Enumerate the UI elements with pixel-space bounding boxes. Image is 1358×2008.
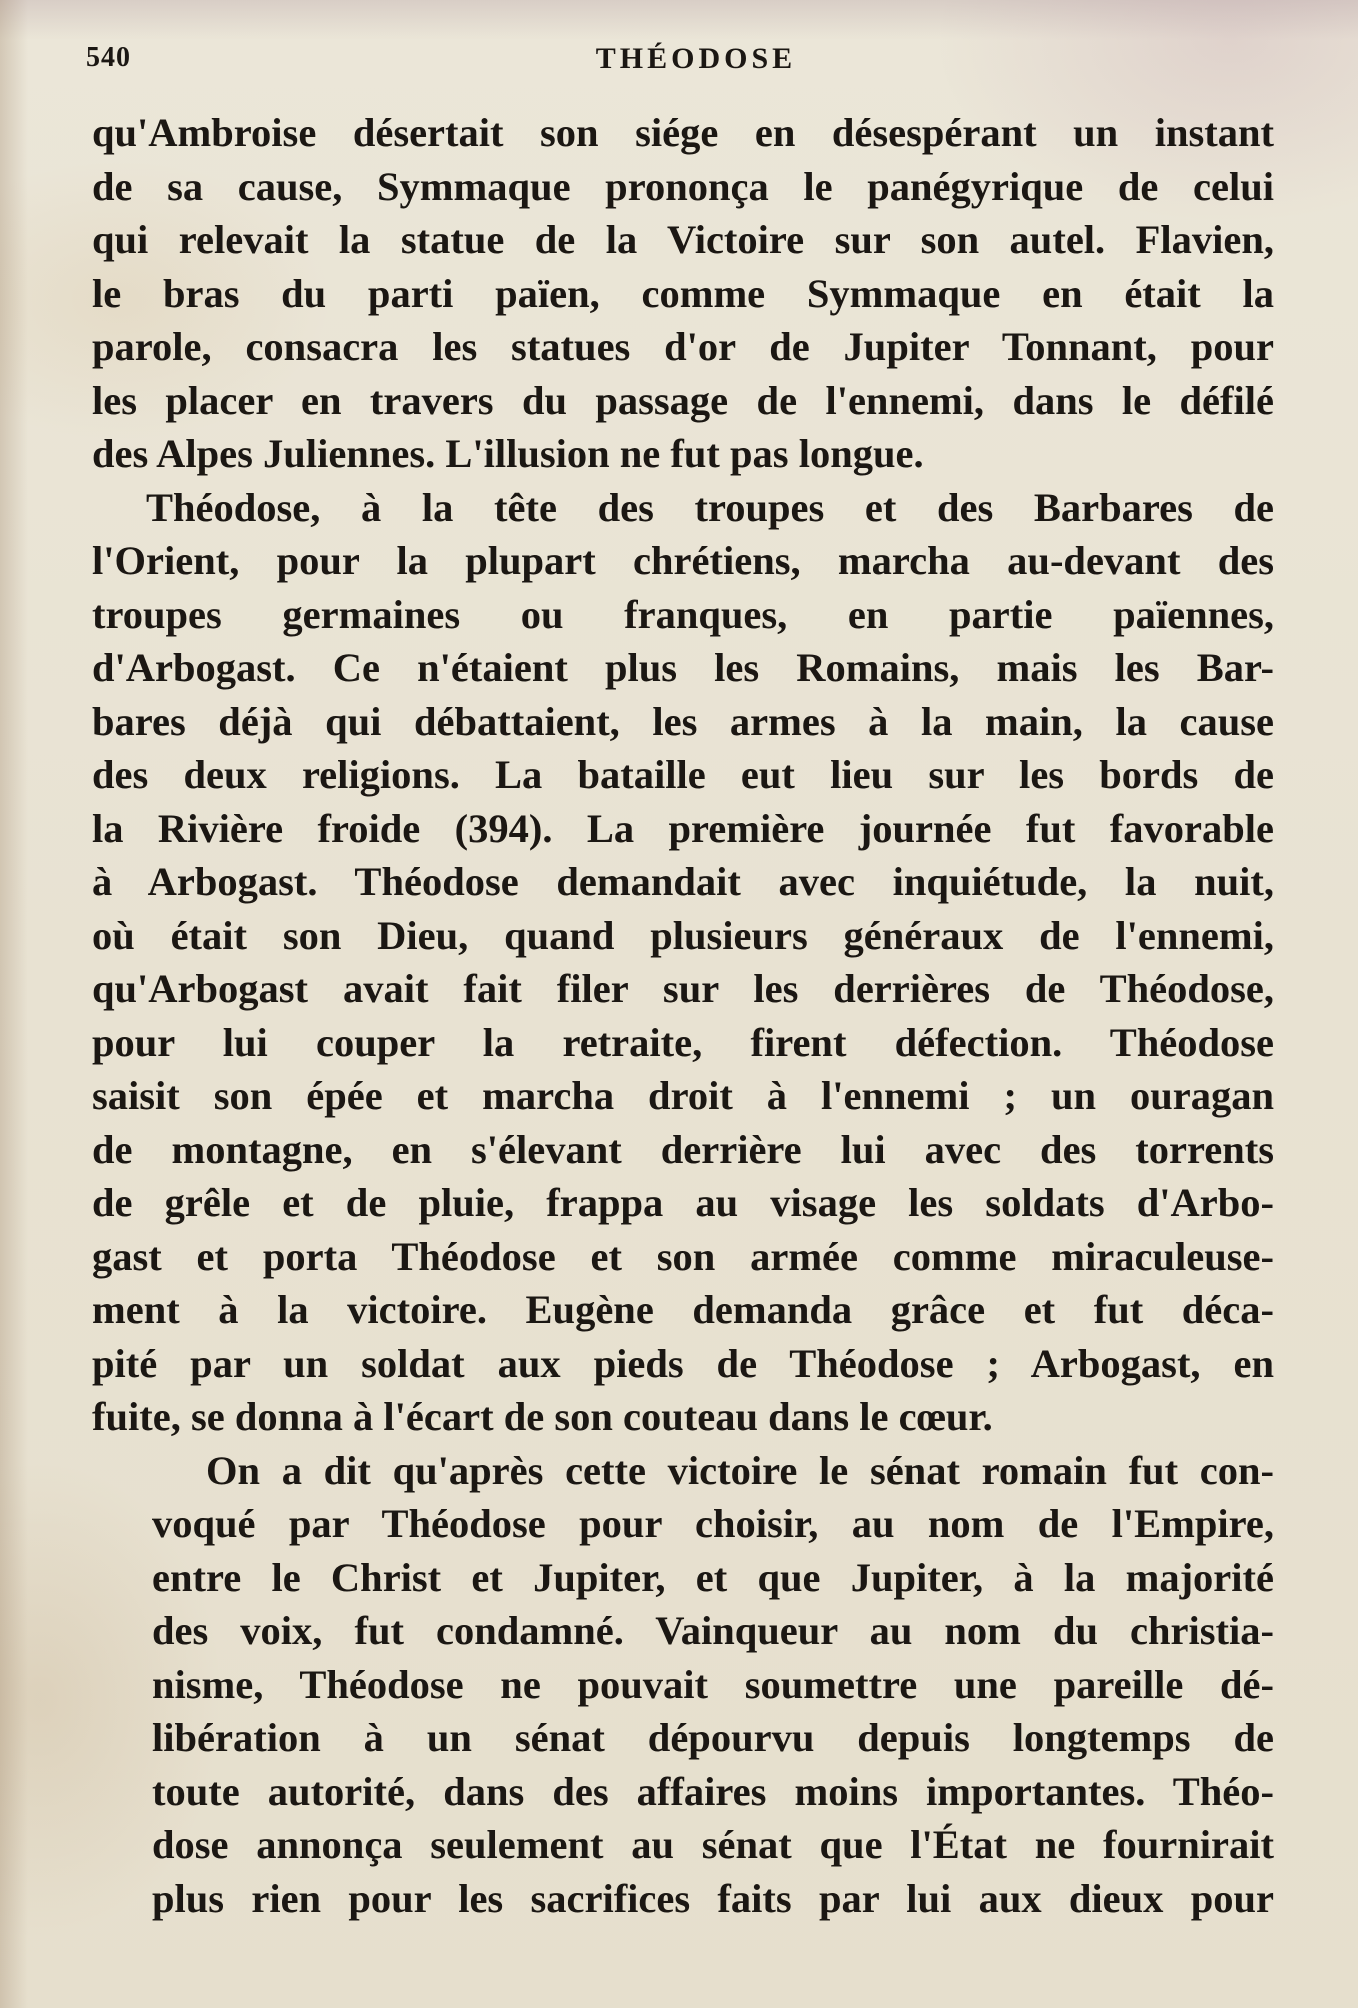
running-title: THÉODOSE [595, 42, 797, 75]
text-line: des Alpes Juliennes. L'illusion ne fut pas longue. [92, 431, 924, 476]
paper-stain [0, 0, 1358, 40]
text-line: saisit son épée et marcha droit à l'ennemi ; un ouragan [92, 1073, 1274, 1118]
text-line: plus rien pour les sacrifices faits par lui aux dieux pour [152, 1875, 1274, 1921]
text-line: où était son Dieu, quand plusieurs généraux de l'ennemi, [92, 912, 1274, 958]
running-head [86, 42, 1276, 82]
text-line: à Arbogast. Théodose demandait avec inquiétude, la nuit, [92, 859, 1274, 904]
text-line: qu'Arbogast avait fait filer sur les derrières de Théodose, [92, 966, 1274, 1011]
text-line: d'Arbogast. Ce n'étaient plus les Romains, mais les Bar- [92, 645, 1274, 690]
text-line: de montagne, en s'élevant derrière lui avec des torrents [92, 1126, 1274, 1172]
text-line: Théodose, à la tête des troupes et des Barbares de [146, 484, 1274, 530]
text-line: la Rivière froide (394). La première journée fut favorable [92, 805, 1274, 851]
text-line: bares déjà qui débattaient, les armes à la main, la cause [92, 698, 1274, 744]
text-line: qu'Ambroise désertait son siége en désespérant un instant [92, 110, 1274, 155]
text-line: pité par un soldat aux pieds de Théodose ; Arbogast, en [92, 1340, 1274, 1386]
text-line: de sa cause, Symmaque prononça le panégyrique de celui [92, 163, 1274, 209]
text-line: le bras du parti païen, comme Symmaque en était la [92, 270, 1274, 316]
paragraph-2 [92, 481, 1274, 1444]
text-line: des voix, fut condamné. Vainqueur au nom du christia- [152, 1608, 1274, 1653]
paragraph-1 [92, 106, 1274, 481]
text-line: parole, consacra les statues d'or de Jupiter Tonnant, pour [92, 324, 1274, 369]
paragraph-3 [92, 1444, 1274, 1926]
text-line: de grêle et de pluie, frappa au visage les soldats d'Arbo- [92, 1180, 1274, 1225]
text-line: gast et porta Théodose et son armée comme miraculeuse- [92, 1233, 1274, 1279]
text-line: des deux religions. La bataille eut lieu sur les bords de [92, 752, 1274, 797]
text-line: ment à la victoire. Eugène demanda grâce et fut déca- [92, 1287, 1274, 1332]
text-line: pour lui couper la retraite, firent défection. Théodose [92, 1019, 1274, 1065]
text-line: les placer en travers du passage de l'ennemi, dans le défilé [92, 377, 1274, 423]
text-line: toute autorité, dans des affaires moins importantes. Théo- [152, 1768, 1274, 1814]
text-line: nisme, Théodose ne pouvait soumettre une pareille dé- [152, 1661, 1274, 1707]
body-text [92, 106, 1274, 1925]
text-line: fuite, se donna à l'écart de son couteau dans le cœur. [92, 1394, 993, 1439]
text-line: dose annonça seulement au sénat que l'État ne fournirait [152, 1822, 1274, 1867]
text-line: l'Orient, pour la plupart chrétiens, marcha au-devant des [92, 538, 1274, 583]
text-line: libération à un sénat dépourvu depuis longtemps de [152, 1715, 1274, 1760]
text-line: On a dit qu'après cette victoire le sénat romain fut con- [206, 1447, 1274, 1493]
text-line: troupes germaines ou franques, en partie païennes, [92, 591, 1274, 637]
text-line: entre le Christ et Jupiter, et que Jupiter, à la majorité [152, 1554, 1274, 1600]
page-number: 540 [86, 42, 131, 73]
text-line: qui relevait la statue de la Victoire sur son autel. Flavien, [92, 217, 1274, 262]
text-line: voqué par Théodose pour choisir, au nom de l'Empire, [152, 1501, 1274, 1546]
page-edge-shadow [0, 0, 28, 2008]
